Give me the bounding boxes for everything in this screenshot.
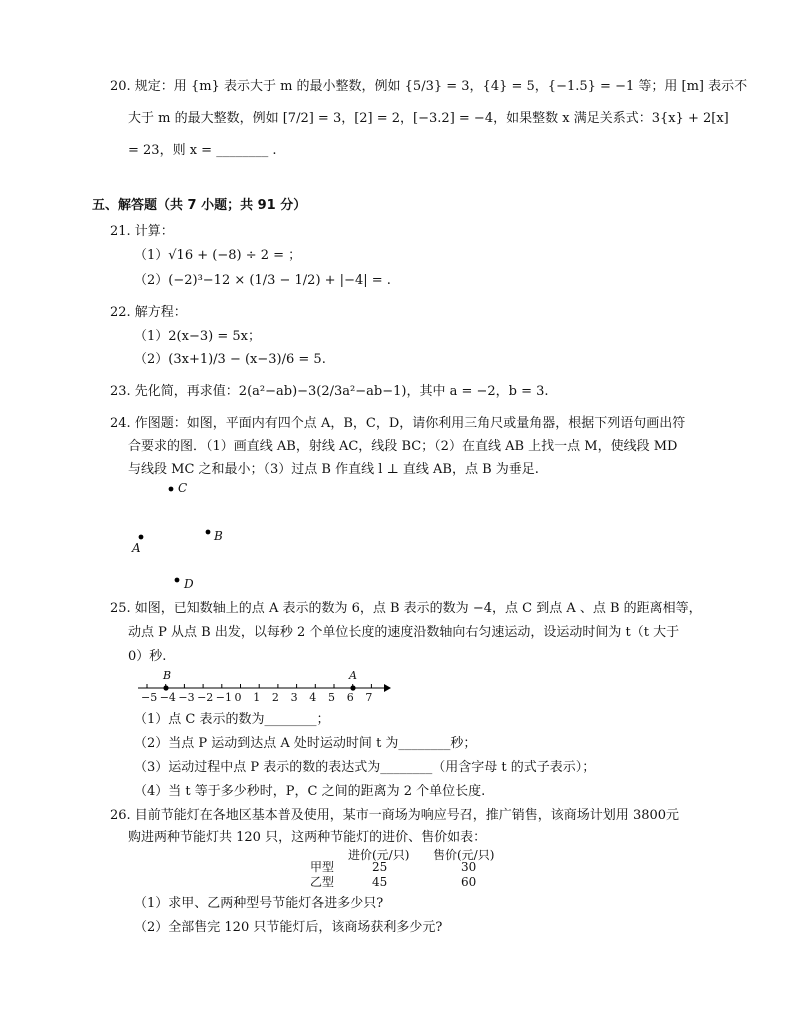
price-table-row-price: 60 <box>461 875 477 889</box>
q24-line1: 24. 作图题：如图，平面内有四个点 A，B，C，D，请你利用三角尺或量角器，根据下列语句画出符 <box>110 416 686 431</box>
axis-tick-label: 0 <box>234 691 242 704</box>
axis-tick-label: −2 <box>197 691 214 704</box>
q26-part1: （1）求甲、乙两种型号节能灯各进多少只? <box>134 896 384 911</box>
axis-tick-label: 1 <box>253 691 261 704</box>
point-a <box>139 535 144 540</box>
q25-line1: 25. 如图，已知数轴上的点 A 表示的数为 6，点 B 表示的数为 −4，点 C 到点 A 、点 B 的距离相等， <box>110 601 702 616</box>
q25-part2: （2）当点 P 运动到达点 A 处时运动时间 t 为________秒； <box>134 736 477 751</box>
q23-text: 23. 先化简，再求值：2(a²−ab)−3(2/3a²−ab−1)，其中 a = −2，b = 3. <box>110 384 549 399</box>
axis-tick-label: −4 <box>159 691 176 704</box>
point-d <box>175 578 180 583</box>
q25-part4: （4）当 t 等于多少秒时，P，C 之间的距离为 2 个单位长度. <box>134 784 486 799</box>
q22-part2: （2）(3x+1)/3 − (x−3)/6 = 5. <box>134 352 326 367</box>
point-c-label: C <box>178 481 188 495</box>
q24-line3: 与线段 MC 之和最小；（3）过点 B 作直线 l ⊥ 直线 AB，点 B 为垂足. <box>128 462 539 477</box>
q25-part1: （1）点 C 表示的数为________； <box>134 712 330 727</box>
price-table-row-cost: 45 <box>372 875 388 889</box>
q26-line1: 26. 目前节能灯在各地区基本普及使用，某市一商场为响应号召，推广销售，该商场计划用 3800元 <box>110 808 680 823</box>
axis-tick-label: 4 <box>309 691 317 704</box>
q25-line3: 0）秒. <box>128 649 167 664</box>
q22-part1: （1）2(x−3) = 5x； <box>134 329 261 344</box>
axis-point-a-label: A <box>349 669 357 682</box>
q22-title: 22. 解方程： <box>110 305 187 320</box>
point-d-label: D <box>184 577 194 591</box>
q20-line2: 大于 m 的最大整数，例如 [7/2] = 3，[2] = 2，[−3.2] = −4，如果整数 x 满足关系式：3{x} + 2[x] <box>128 111 729 126</box>
axis-tick-label: −5 <box>141 691 158 704</box>
q24-line2: 合要求的图．（1）画直线 AB，射线 AC，线段 BC；（2）在直线 AB 上找一点 M，使线段 MD <box>128 439 678 454</box>
price-table-row-price: 30 <box>461 860 477 874</box>
price-table-row-cost: 25 <box>372 860 388 874</box>
q20-line1: 20. 规定：用 {m} 表示大于 m 的最小整数，例如 {5/3} = 3，{4} = 5，{−1.5} = −1 等；用 [m] 表示不 <box>110 79 748 94</box>
axis-tick-label: −1 <box>215 691 233 704</box>
axis-point-a <box>350 685 355 690</box>
q20-line3: = 23，则 x = ________ . <box>128 143 277 158</box>
axis-tick-label: −3 <box>178 691 195 704</box>
axis-point-b-label: B <box>163 669 172 682</box>
price-table-row-name: 甲型 <box>310 860 335 874</box>
point-b-label: B <box>214 529 223 543</box>
q25-part3: （3）运动过程中点 P 表示的数的表达式为________（用含字母 t 的式子表示）； <box>134 760 596 775</box>
q21-title: 21. 计算： <box>110 224 174 239</box>
q21-part2: （2）(−2)³−12 × (1/3 − 1/2) + |−4| = . <box>134 273 391 288</box>
q25-line2: 动点 P 从点 B 出发，以每秒 2 个单位长度的速度沿数轴向右匀速运动，设运动时间为 t（t 大于 <box>128 625 680 640</box>
point-a-label: A <box>132 541 141 555</box>
price-table-header-cost: 进价(元/只) <box>348 848 410 862</box>
axis-tick-label: 2 <box>271 691 279 704</box>
section-5-title: 五、解答题（共 7 小题；共 91 分） <box>92 198 307 213</box>
axis-tick-label: 5 <box>328 691 335 704</box>
q26-line2: 购进两种节能灯共 120 只，这两种节能灯的进价、售价如表： <box>128 830 487 845</box>
axis-point-b <box>163 685 168 690</box>
q21-part1: （1）√16 + (−8) ÷ 2 = ； <box>134 248 302 263</box>
price-table-row-name: 乙型 <box>310 875 335 889</box>
axis-tick-label: 7 <box>365 691 373 704</box>
axis-tick-label: 6 <box>346 691 354 704</box>
q26-part2: （2）全部售完 120 只节能灯后，该商场获利多少元? <box>134 920 443 935</box>
point-b <box>206 530 211 535</box>
price-table-header-price: 售价(元/只) <box>433 848 495 862</box>
axis-tick-label: 3 <box>290 691 298 704</box>
point-c <box>169 487 174 492</box>
